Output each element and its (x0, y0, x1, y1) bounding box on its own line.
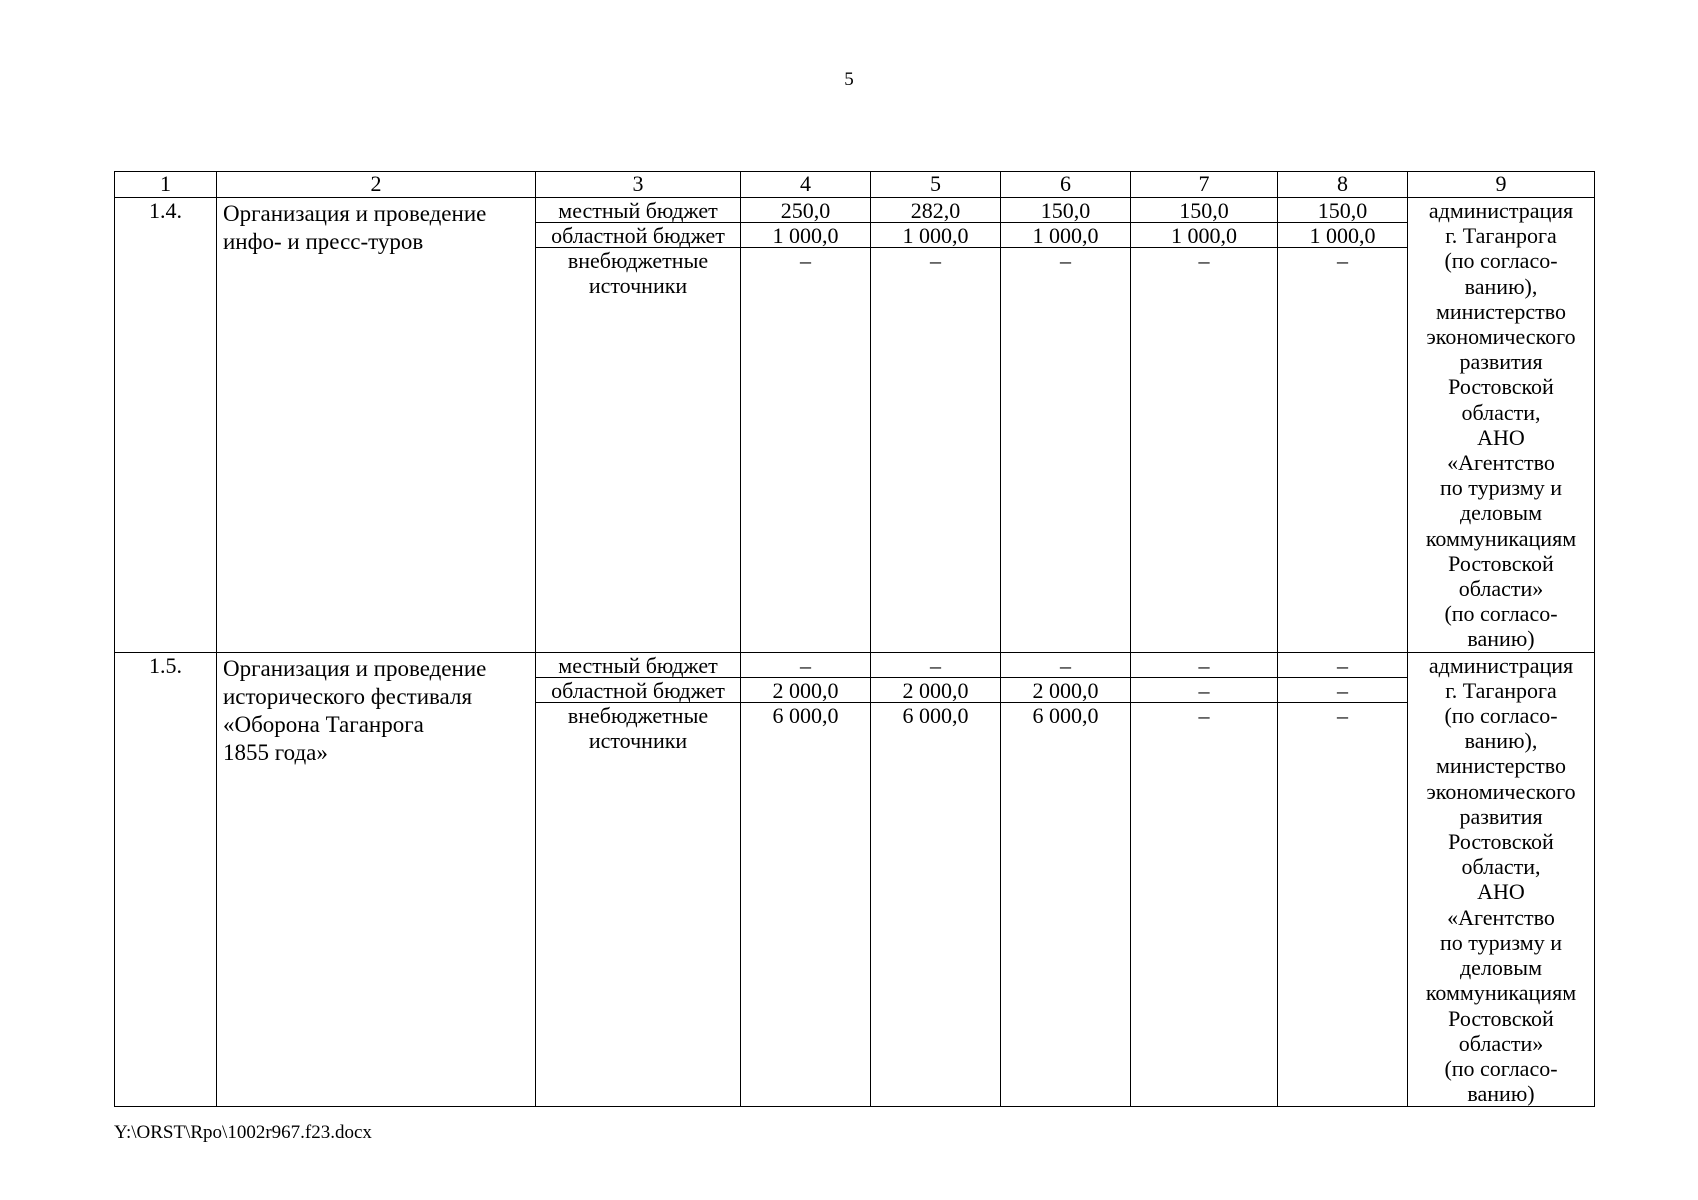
value: – (930, 248, 941, 273)
column-number: 1 (115, 172, 217, 198)
funding-source: областной бюджет (536, 223, 740, 248)
value-cell (1278, 652, 1408, 1107)
value: 1 000,0 (1001, 223, 1130, 248)
funding-source: областной бюджет (536, 678, 740, 703)
value-cell (1278, 198, 1408, 653)
funding-source: внебюджетные источники (567, 702, 709, 753)
table-row (115, 652, 1595, 1107)
value: 250,0 (741, 198, 870, 223)
value: – (1198, 702, 1210, 728)
responsible-executor: администрация г. Таганрога (по согласо- ванию), министерство экономического развития Ростовской области, АНО «Агентство по туризму и деловым коммуникациям Ростовской области» (по согласо- ванию) (1425, 652, 1577, 1107)
value: 2 000,0 (741, 678, 870, 703)
value-cell (1131, 652, 1278, 1107)
table-row (115, 198, 1595, 653)
value: 6 000,0 (1032, 702, 1099, 728)
value-cell (741, 198, 871, 653)
funding-source-cell (536, 198, 741, 653)
program-table (114, 171, 1595, 1107)
value: – (1001, 653, 1130, 678)
page-number: 5 (844, 69, 854, 90)
value: – (800, 248, 811, 273)
funding-source: внебюджетные источники (567, 248, 709, 298)
funding-source: местный бюджет (536, 653, 740, 678)
file-path-footer: Y:\ORST\Rpo\1002r967.f23.docx (114, 1122, 372, 1143)
value: 1 000,0 (1278, 223, 1407, 248)
responsible-cell (1408, 198, 1595, 653)
value: – (1278, 653, 1407, 678)
value: 1 000,0 (741, 223, 870, 248)
value: 6 000,0 (772, 702, 839, 728)
value: – (1337, 248, 1348, 273)
item-number: 1.5. (115, 652, 217, 1107)
item-name: Организация и проведение исторического фестиваля «Оборона Таганрога 1855 года» (223, 655, 487, 765)
value-cell (871, 652, 1001, 1107)
value: 150,0 (1278, 198, 1407, 223)
funding-source: местный бюджет (536, 198, 740, 223)
item-name-cell (217, 198, 536, 653)
responsible-cell (1408, 652, 1595, 1107)
value: 2 000,0 (1001, 678, 1130, 703)
item-number: 1.4. (115, 198, 217, 653)
value: – (741, 653, 870, 678)
value: – (1060, 248, 1071, 273)
column-number: 5 (871, 172, 1001, 198)
value-cell (1001, 652, 1131, 1107)
value-cell (741, 652, 871, 1107)
responsible-executor: администрация г. Таганрога (по согласо- ванию), министерство экономического развития Ростовской области, АНО «Агентство по туризму и деловым коммуникациям Ростовской области» (по согласо- ванию) (1425, 198, 1577, 652)
value-cell (871, 198, 1001, 653)
value: 2 000,0 (871, 678, 1000, 703)
value: 6 000,0 (902, 702, 969, 728)
value: 150,0 (1131, 198, 1277, 223)
value: 282,0 (871, 198, 1000, 223)
column-number: 6 (1001, 172, 1131, 198)
column-number: 2 (217, 172, 536, 198)
value: – (1131, 653, 1277, 678)
value: 1 000,0 (1131, 223, 1277, 248)
value: 150,0 (1001, 198, 1130, 223)
value-cell (1001, 198, 1131, 653)
item-name: Организация и проведение инфо- и пресс-туров (223, 201, 487, 254)
column-number-row (115, 172, 1595, 198)
value: – (1198, 248, 1210, 273)
column-number: 7 (1131, 172, 1278, 198)
value-cell (1131, 198, 1278, 653)
column-number: 4 (741, 172, 871, 198)
item-name-cell (217, 652, 536, 1107)
column-number: 9 (1408, 172, 1595, 198)
value: – (1131, 678, 1277, 703)
column-number: 3 (536, 172, 741, 198)
value: – (1337, 702, 1348, 728)
column-number: 8 (1278, 172, 1408, 198)
value: – (871, 653, 1000, 678)
funding-source-cell (536, 652, 741, 1107)
value: – (1278, 678, 1407, 703)
value: 1 000,0 (871, 223, 1000, 248)
